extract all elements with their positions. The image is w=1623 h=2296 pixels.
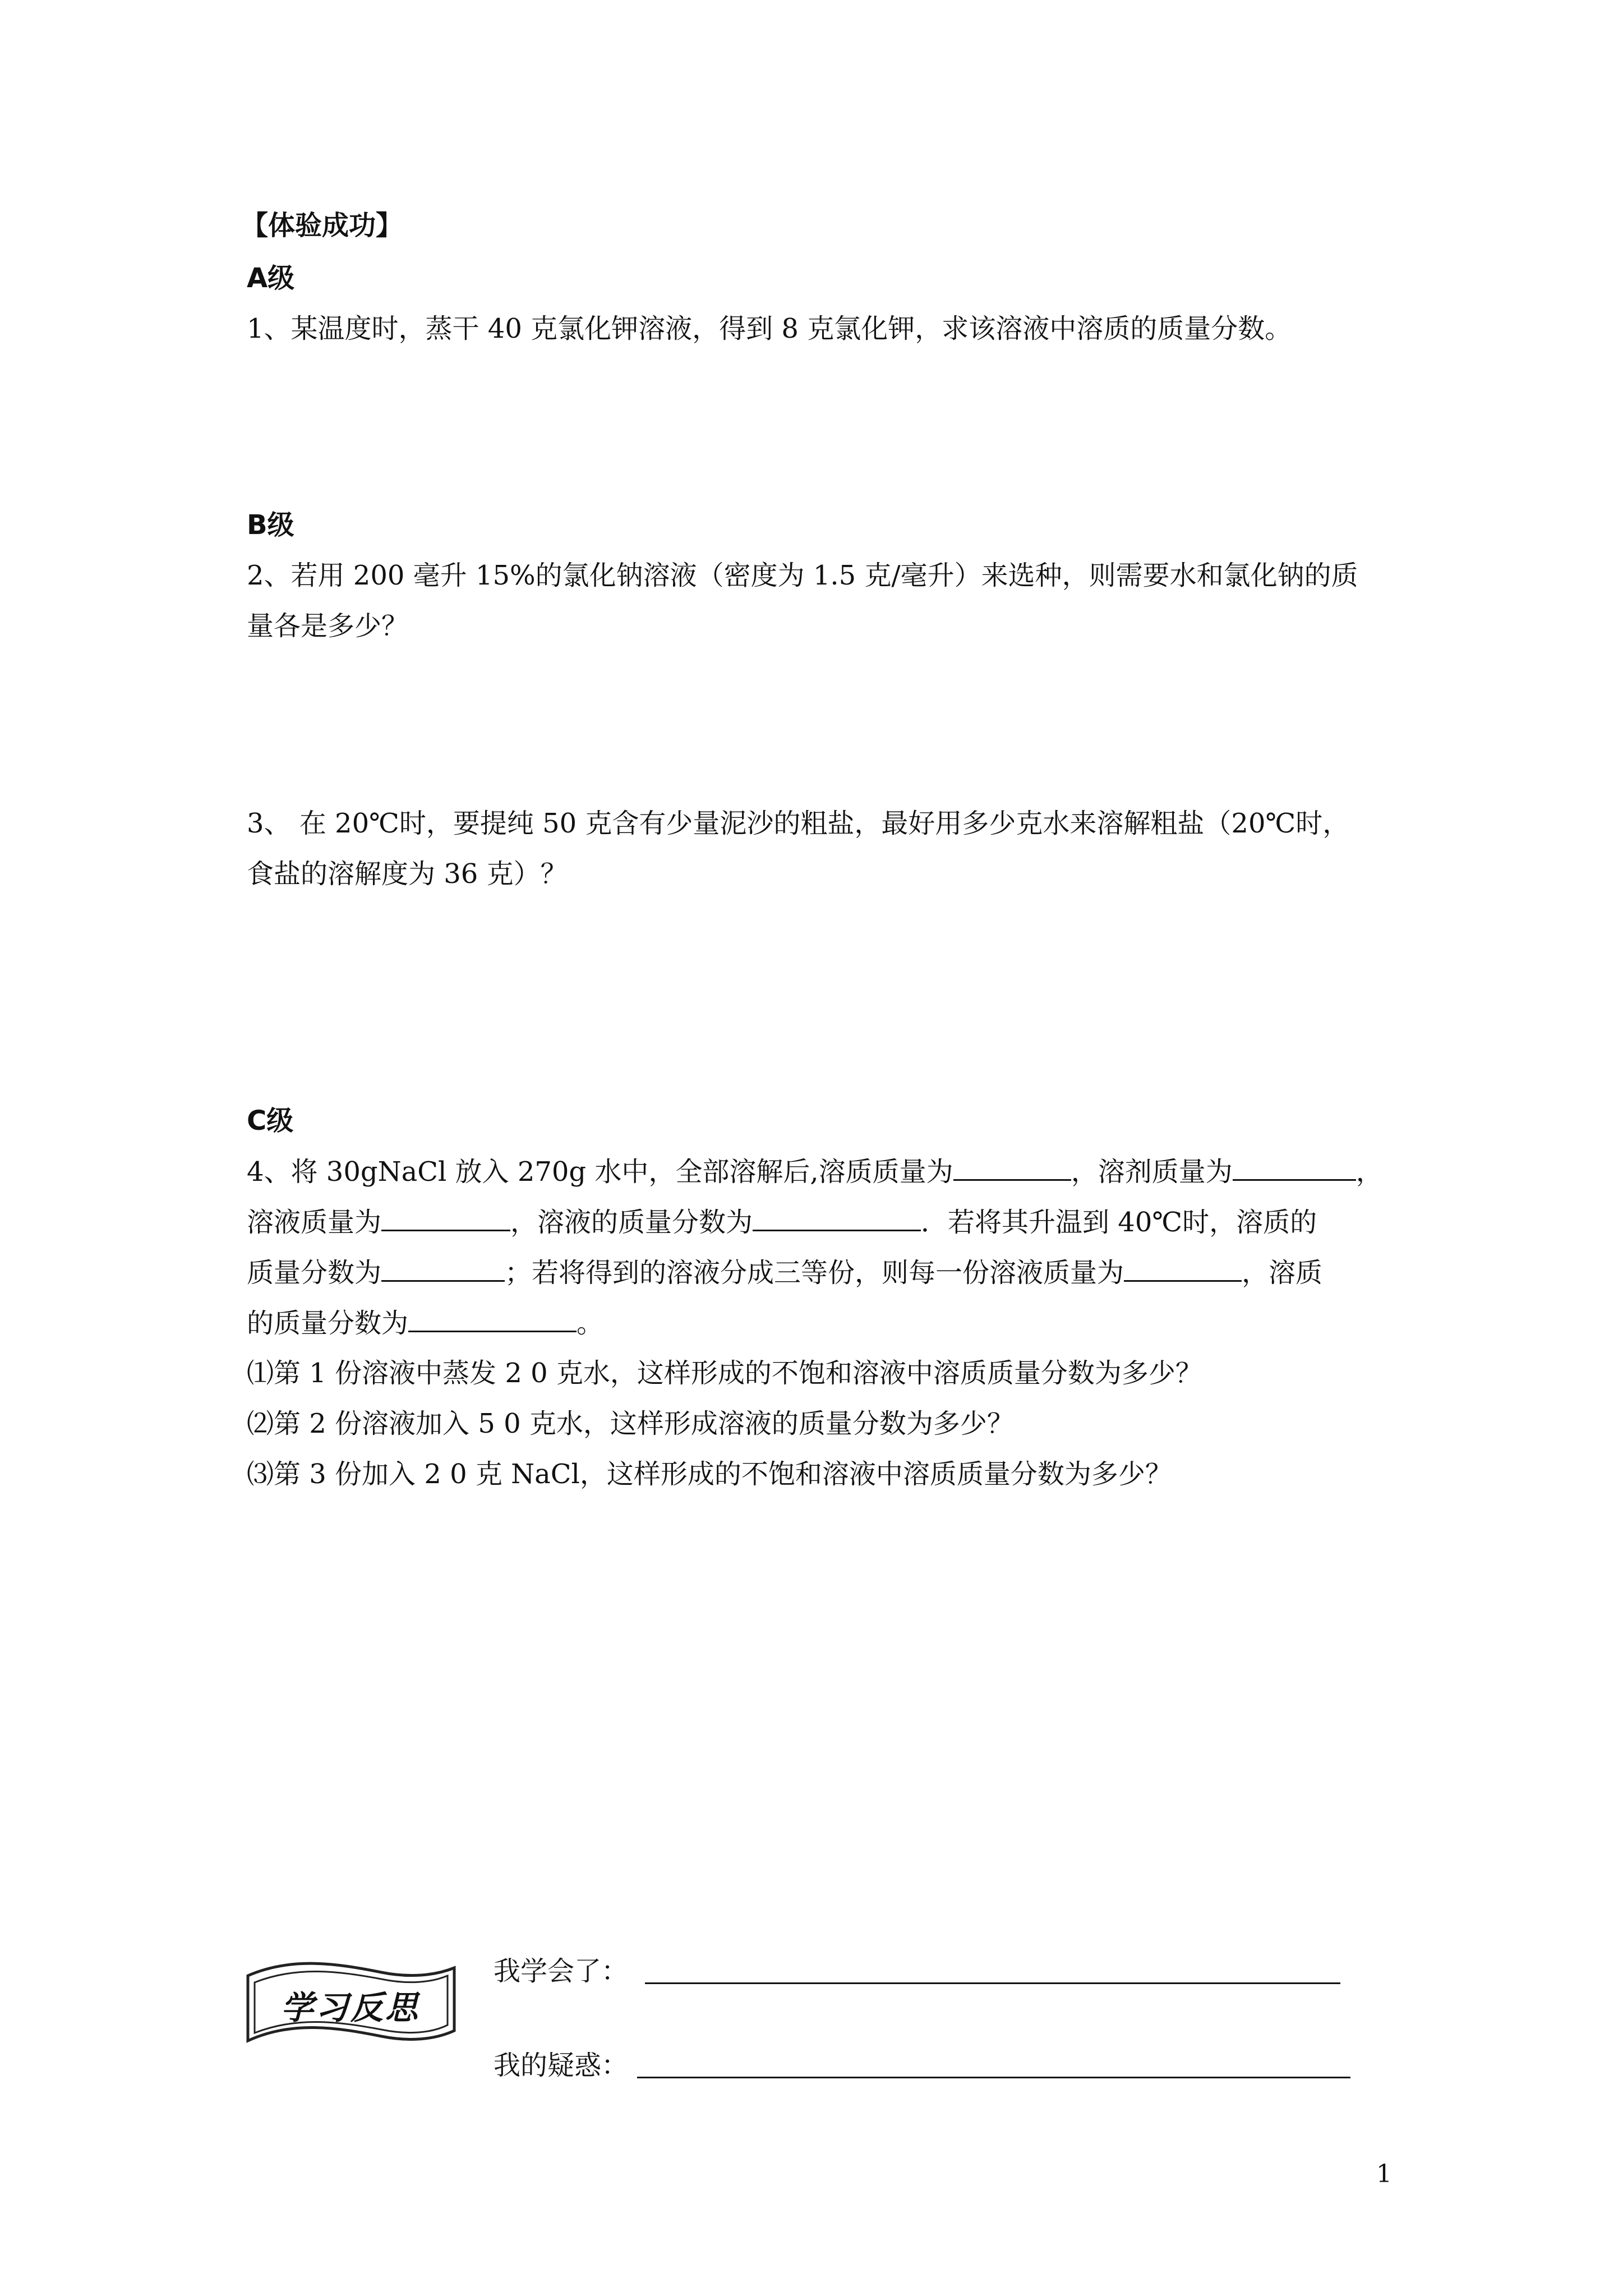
- q4-text: ，: [1355, 1156, 1383, 1188]
- learned-label: 我学会了：: [494, 1955, 629, 1987]
- q4-text: 。: [577, 1308, 604, 1339]
- level-c-heading: C级: [247, 1105, 294, 1137]
- q4-text: ，溶液的质量分数为: [510, 1207, 753, 1238]
- q4-text: ．若将其升温到 40℃时，溶质的: [921, 1207, 1317, 1238]
- section-title: 【体验成功】: [241, 210, 403, 241]
- question-4-line-1: [247, 1154, 1383, 1189]
- doubts-label: 我的疑惑：: [494, 2050, 629, 2081]
- level-a-heading: A级: [247, 263, 295, 294]
- question-4-line-4: [247, 1306, 603, 1340]
- solution-mass-blank[interactable]: [381, 1205, 510, 1231]
- learned-answer-line[interactable]: [645, 1982, 1340, 1984]
- q4-text: 4、将 30gNaCl 放入 270g 水中，全部溶解后,溶质质量为: [247, 1156, 953, 1188]
- reflection-banner: [241, 1947, 460, 2053]
- banner-label: 学习反思: [280, 1989, 420, 2027]
- question-4-sub-2: ⑵第 2 份溶液加入 5 0 克水，这样形成溶液的质量分数为多少？: [247, 1408, 1014, 1439]
- solvent-mass-blank[interactable]: [1233, 1154, 1356, 1181]
- page-number: 1: [1376, 2160, 1392, 2188]
- heated-mass-fraction-blank[interactable]: [381, 1255, 505, 1282]
- q4-text: 质量分数为: [247, 1257, 382, 1289]
- q4-text: ，溶质: [1242, 1257, 1323, 1289]
- q4-text: 的质量分数为: [247, 1308, 409, 1339]
- question-3-line-1: 3、 在 20℃时，要提纯 50 克含有少量泥沙的粗盐，最好用多少克水来溶解粗盐（20℃时，: [247, 808, 1350, 839]
- mass-fraction-blank[interactable]: [753, 1205, 921, 1231]
- question-1: 1、某温度时，蒸干 40 克氯化钾溶液，得到 8 克氯化钾，求该溶液中溶质的质量分数。: [247, 313, 1292, 344]
- question-2-line-2: 量各是多少？: [247, 610, 409, 642]
- q4-text: ，溶剂质量为: [1071, 1156, 1233, 1188]
- doubts-answer-line[interactable]: [637, 2077, 1350, 2078]
- question-4-line-3: [247, 1255, 1322, 1290]
- question-2-line-1: 2、若用 200 毫升 15%的氯化钠溶液（密度为 1.5 克/毫升）来选种，则需要水和氯化钠的质: [247, 560, 1358, 591]
- question-4-line-2: [247, 1205, 1317, 1239]
- solute-mass-blank[interactable]: [953, 1154, 1071, 1181]
- question-4-sub-3: ⑶第 3 份加入 2 0 克 NaCl，这样形成的不饱和溶液中溶质质量分数为多少？: [247, 1458, 1172, 1490]
- question-4-sub-1: ⑴第 1 份溶液中蒸发 2 0 克水，这样形成的不饱和溶液中溶质质量分数为多少？: [247, 1358, 1202, 1389]
- q4-text: ；若将得到的溶液分成三等份，则每一份溶液质量为: [505, 1257, 1124, 1289]
- question-3-line-2: 食盐的溶解度为 36 克）？: [247, 858, 568, 890]
- portion-mass-blank[interactable]: [1124, 1255, 1242, 1282]
- q4-text: 溶液质量为: [247, 1207, 382, 1238]
- level-b-heading: B级: [247, 509, 294, 541]
- portion-mass-fraction-blank[interactable]: [408, 1306, 577, 1332]
